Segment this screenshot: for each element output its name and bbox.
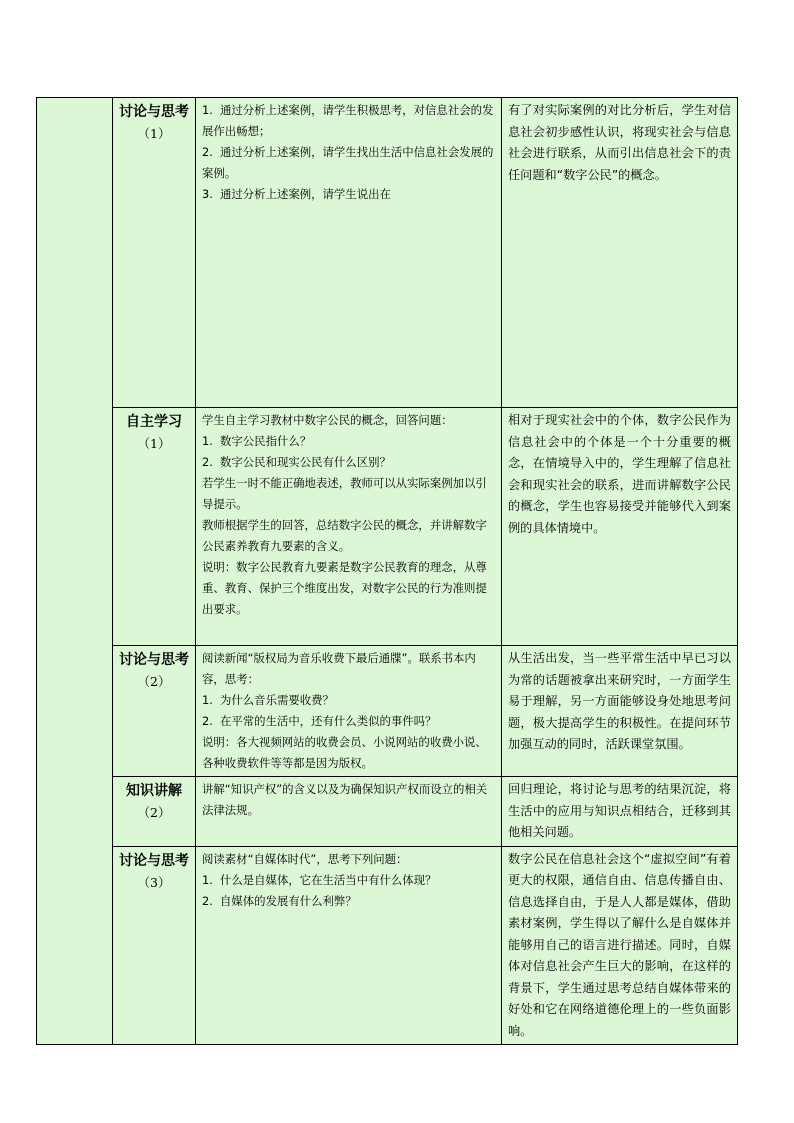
intent-cell: 从生活出发，当一些平常生活中早已习以为常的话题被拿出来研究时，一方面学生易于理解，另一方面能够设身处地思考问题，极大提高学生的积极性。在提问环节加强互动的同时，活跃课堂氛围。	[502, 646, 738, 777]
activity-item: 3. 通过分析上述案例，请学生说出在	[202, 187, 391, 201]
stage-cell	[113, 408, 196, 646]
activity-item: 阅读新闻“版权局为音乐收费下最后通牒”。联系书本内容，思考：	[202, 651, 476, 686]
activity-item: 说明：数字公民教育九要素是数字公民教育的理念，从尊重、教育、保护三个维度出发，对数字公民的行为准则提出要求。	[202, 560, 487, 616]
stage-number: （2）	[137, 674, 171, 689]
stage-cell	[113, 98, 196, 408]
table-row	[37, 846, 738, 1045]
intent-cell: 有了对实际案例的对比分析后，学生对信息社会初步感性认识，将现实社会与信息社会进行联系，从而引出信息社会下的责任问题和“数字公民”的概念。	[502, 98, 738, 408]
table-row	[37, 98, 738, 408]
stage-title: 知识讲解	[126, 783, 182, 799]
activity-cell	[196, 98, 502, 408]
activity-item: 2. 自媒体的发展有什么利弊？	[202, 893, 357, 908]
stage-cell	[113, 846, 196, 1045]
stage-number: （3）	[137, 874, 171, 890]
stage-cell	[113, 777, 196, 847]
activity-item: 若学生一时不能正确地表述，教师可以从实际案例加以引导提示。	[202, 476, 487, 511]
intent-cell: 数字公民在信息社会这个“虚拟空间”有着更大的权限，通信自由、信息传播自由、信息选择自由，于是人人都是媒体，借助素材案例，学生得以了解什么是自媒体并能够用自己的语言进行描述。同时，自媒体对信息社会产生巨大的影响，在这样的背景下，学生通过思考总结自媒体带来的好处和它在网络道德伦理上的一些负面影响。	[502, 846, 738, 1045]
activity-item: 阅读素材“自媒体时代”，思考下列问题：	[202, 851, 408, 866]
activity-item: 2. 数字公民和现实公民有什么区别？	[202, 455, 391, 469]
activity-item: 2. 通过分析上述案例，请学生找出生活中信息社会发展的案例。	[202, 145, 494, 180]
activity-item: 1. 通过分析上述案例，请学生积极思考，对信息社会的发展作出畅想；	[202, 103, 494, 138]
stage-number: （1）	[137, 436, 171, 451]
stage-title: 讨论与思考	[119, 104, 189, 120]
intent-cell: 回归理论，将讨论与思考的结果沉淀，将生活中的应用与知识点相结合，迁移到其他相关问题。	[502, 777, 738, 847]
stage-title: 自主学习	[126, 414, 182, 430]
table-row	[37, 777, 738, 847]
stage-number: （2）	[137, 805, 171, 820]
lesson-plan-table	[36, 97, 738, 1045]
stage-number: （1）	[137, 126, 171, 141]
activity-item: 1. 数字公民指什么？	[202, 434, 312, 448]
activity-cell	[196, 646, 502, 777]
activity-cell	[196, 777, 502, 847]
activity-cell	[196, 846, 502, 1045]
activity-item: 2. 在平常的生活中，还有什么类似的事件吗？	[202, 714, 437, 728]
table-row	[37, 408, 738, 646]
stage-cell	[113, 646, 196, 777]
activity-item: 1. 什么是自媒体，它在生活当中有什么体现？	[202, 872, 437, 887]
activity-item: 学生自主学习教材中数字公民的概念，回答问题：	[202, 413, 453, 427]
activity-item: 说明：各大视频网站的收费会员、小说网站的收费小说、各种收费软件等等都是因为版权。	[202, 735, 487, 770]
activity-item: 教师根据学生的回答，总结数字公民的概念，并讲解数字公民素养教育九要素的含义。	[202, 518, 487, 553]
merged-blank-cell	[37, 98, 113, 1045]
activity-cell	[196, 408, 502, 646]
table-row	[37, 646, 738, 777]
stage-title: 讨论与思考	[119, 652, 189, 668]
stage-title: 讨论与思考	[119, 852, 189, 869]
activity-item: 讲解“知识产权”的含义以及为确保知识产权而设立的相关法律法规。	[202, 782, 488, 817]
intent-cell: 相对于现实社会中的个体，数字公民作为信息社会中的个体是一个十分重要的概念，在情境导入中的，学生理解了信息社会和现实社会的联系，进而讲解数字公民的概念，学生也容易接受并能够代入到案例的具体情境中。	[502, 408, 738, 646]
activity-item: 1. 为什么音乐需要收费？	[202, 693, 334, 707]
